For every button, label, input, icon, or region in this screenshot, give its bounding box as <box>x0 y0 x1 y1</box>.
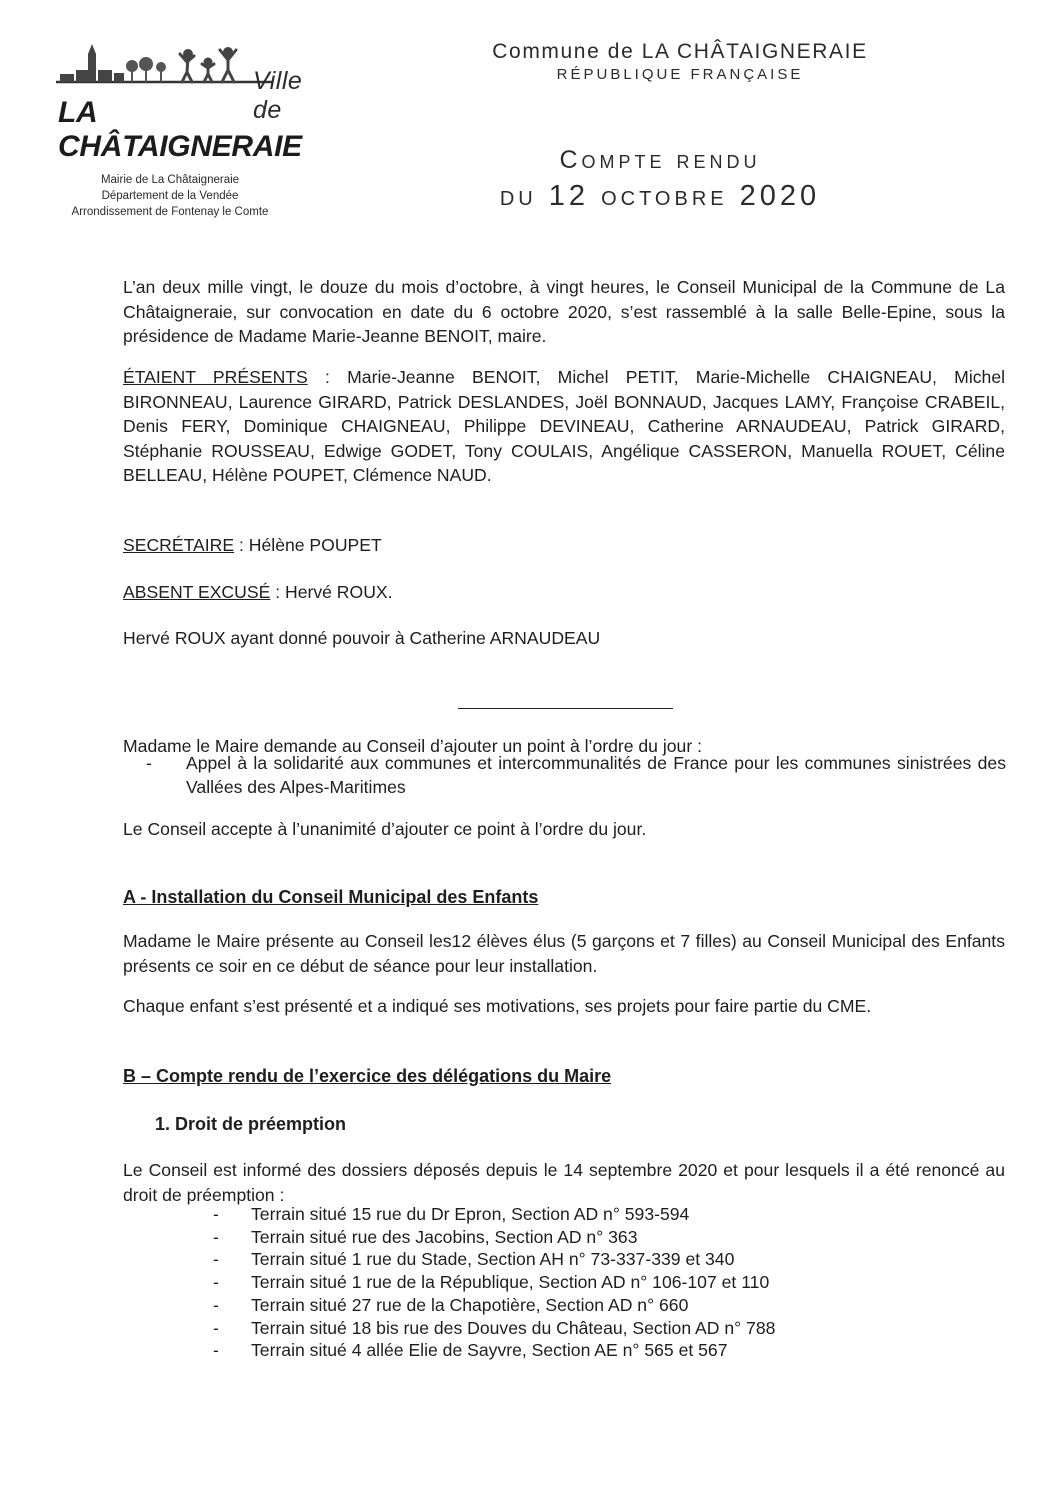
commune-heading: Commune de LA CHÂTAIGNERAIE <box>492 40 868 63</box>
list-item <box>213 1339 1013 1362</box>
list-item <box>213 1248 1013 1271</box>
list-item <box>213 1317 1013 1340</box>
secretaire-line <box>123 533 1005 558</box>
document-date-title: du 12 octobre 2020 <box>499 180 821 212</box>
town-logo <box>48 40 338 163</box>
mairie-line: Arrondissement de Fontenay le Comte <box>71 206 269 218</box>
section-a-paragraph-1: Madame le Maire présente au Conseil les12 élèves élus (5 garçons et 7 filles) au Conseil Municipal des Enfants présents ce soir en ce début de séance pour leur installation. <box>123 931 1005 976</box>
dash-marker: - <box>213 1317 219 1338</box>
ordre-du-jour-item-text: Appel à la solidarité aux communes et intercommunalités de France pour les communes sinistrées des Vallées des Alpes-Maritimes <box>186 753 1006 797</box>
dash-marker: - <box>213 1204 219 1224</box>
terrain-text: Terrain situé 15 rue du Dr Epron, Section AD n° 593-594 <box>251 1204 690 1224</box>
ordre-du-jour-intro: Madame le Maire demande au Conseil d’ajouter un point à l’ordre du jour : <box>123 736 702 756</box>
mairie-line: Département de la Vendée <box>101 190 239 202</box>
section-b-title: B – Compte rendu de l’exercice des délégations du Maire <box>123 1066 612 1086</box>
list-item <box>213 1226 1013 1249</box>
secretaire-value: : Hélène POUPET <box>234 535 382 555</box>
presents-paragraph <box>123 365 1005 488</box>
mairie-line: Mairie de La Châtaigneraie <box>100 174 240 186</box>
section-a-title: A - Installation du Conseil Municipal des Enfants <box>123 887 539 907</box>
absent-label: ABSENT EXCUSÉ <box>123 582 271 602</box>
dash-marker: - <box>213 1226 219 1247</box>
list-item <box>213 1203 1013 1226</box>
section-b-subtitle-1: 1. Droit de préemption <box>155 1114 347 1134</box>
dash-marker: - <box>213 1272 219 1293</box>
terrain-text: Terrain situé 1 rue du Stade, Section AH n° 73-337-339 et 340 <box>251 1249 735 1270</box>
intro-paragraph: L’an deux mille vingt, le douze du mois d’octobre, à vingt heures, le Conseil Municipal de la Commune de La Châtaigneraie, sur convocation en date du 6 octobre 2020, s’est rassemblé à la salle Belle-Epine, sous la présidence de Madame Marie-Jeanne BENOIT, maire. <box>123 277 1005 347</box>
section-b-paragraph-1: Le Conseil est informé des dossiers déposés depuis le 14 septembre 2020 et pour lesquels il a été renoncé au droit de préemption : <box>123 1160 1005 1205</box>
ordre-du-jour-item <box>146 751 1006 799</box>
list-item <box>213 1294 1013 1317</box>
separator-line <box>458 708 673 709</box>
dash-marker: - <box>213 1249 219 1270</box>
dash-marker: - <box>146 753 152 773</box>
dash-marker: - <box>213 1294 219 1315</box>
list-item <box>213 1271 1013 1294</box>
terrain-text: Terrain situé rue des Jacobins, Section AD n° 363 <box>251 1226 638 1247</box>
terrains-list <box>213 1203 1013 1362</box>
terrain-text: Terrain situé 18 bis rue des Douves du Château, Section AD n° 788 <box>251 1317 776 1338</box>
logo-ville-de: Ville de <box>253 67 303 124</box>
presents-names: : Marie-Jeanne BENOIT, Michel PETIT, Marie-Michelle CHAIGNEAU, Michel BIRONNEAU, Laurence GIRARD, Patrick DESLANDES, Joël BONNAUD, Jacques LAMY, Françoise CRABEIL, Denis FERY, Dominique CHAIGNEAU, Philippe DEVINEAU, Catherine ARNAUDEAU, Patrick GIRARD, Stéphanie ROUSSEAU, Edwige GODET, Tony COULAIS, Angélique CASSERON, Manuella ROUET, Céline BELLEAU, Hélène POUPET, Clémence NAUD. <box>123 367 1006 486</box>
mairie-address <box>40 172 300 220</box>
presents-label: ÉTAIENT PRÉSENTS <box>123 367 308 387</box>
dash-marker: - <box>213 1340 219 1361</box>
pouvoir-line: Hervé ROUX ayant donné pouvoir à Catherine ARNAUDEAU <box>123 628 601 648</box>
logo-town-name: LA CHÂTAIGNERAIE <box>58 96 302 163</box>
ordre-du-jour-accept: Le Conseil accepte à l’unanimité d’ajouter ce point à l’ordre du jour. <box>123 819 647 839</box>
terrain-text: Terrain situé 27 rue de la Chapotière, Section AD n° 660 <box>251 1294 689 1315</box>
terrain-text: Terrain situé 4 allée Elie de Sayvre, Section AE n° 565 et 567 <box>251 1340 728 1361</box>
section-a-paragraph-2: Chaque enfant s’est présenté et a indiqué ses motivations, ses projets pour faire partie du CME. <box>123 996 872 1016</box>
secretaire-label: SECRÉTAIRE <box>123 535 235 555</box>
terrain-text: Terrain situé 1 rue de la République, Section AD n° 106-107 et 110 <box>251 1272 770 1293</box>
document-title: Compte rendu <box>559 146 761 174</box>
absent-value: : Hervé ROUX. <box>270 582 393 602</box>
absent-line <box>123 580 1005 605</box>
republique-heading: RÉPUBLIQUE FRANÇAISE <box>556 66 804 83</box>
